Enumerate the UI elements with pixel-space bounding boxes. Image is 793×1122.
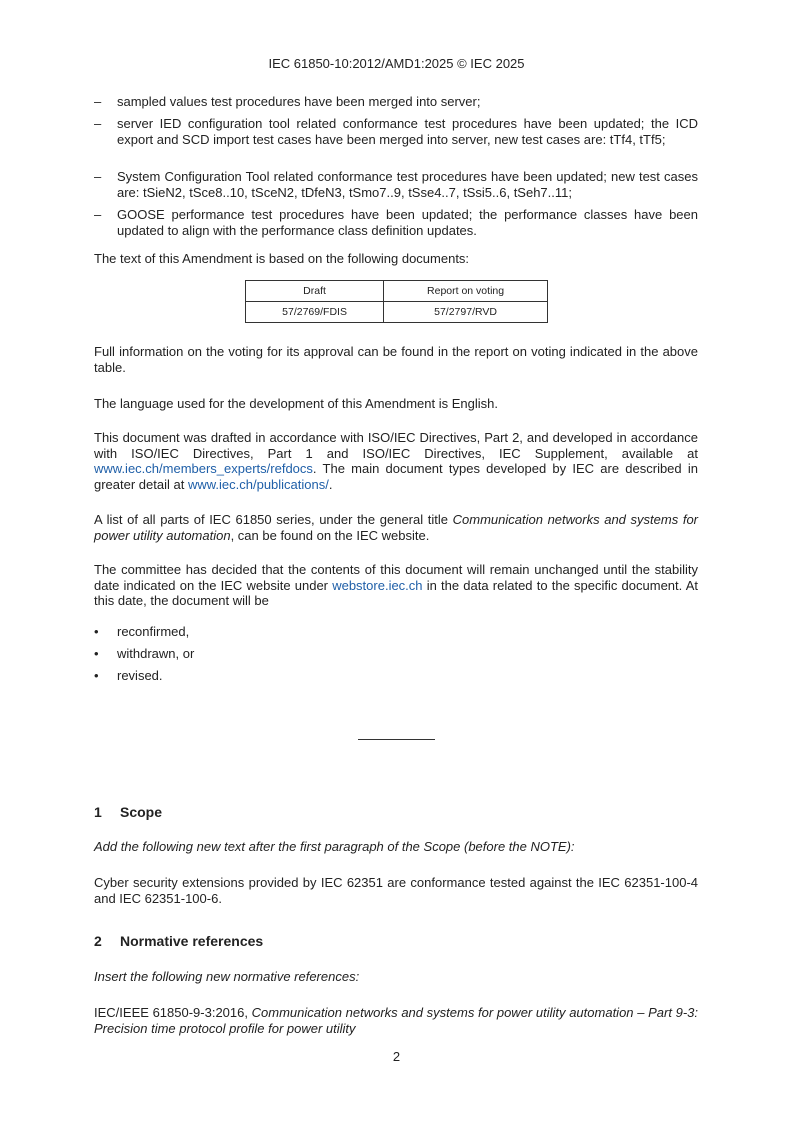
page-header: IEC 61850-10:2012/AMD1:2025 © IEC 2025 — [268, 56, 525, 71]
section-heading-scope: 1 Scope — [94, 804, 163, 820]
documents-table — [245, 280, 548, 323]
scope-text: Cyber security extensions provided by IEC 62351 are conformance tested against the IEC 62351-100-4 and IEC 62351-100-6. — [94, 875, 698, 906]
list-item: – server IED configuration tool related conformance test procedures have been updated; the ICD export and SCD import test cases have been merged into server, new test cases are: tTf4, tTf5; — [94, 116, 698, 147]
list-item: – sampled values test procedures have been merged into server; — [94, 94, 481, 109]
separator-line — [358, 739, 435, 740]
language-text: The language used for the development of this Amendment is English. — [94, 396, 498, 411]
refdocs-link[interactable]: www.iec.ch/members_experts/refdocs — [94, 461, 313, 477]
page-number: 2 — [392, 1049, 401, 1064]
table-header: Draft — [246, 281, 384, 302]
publications-link[interactable]: www.iec.ch/publications/ — [187, 476, 329, 492]
table-header: Report on voting — [384, 281, 548, 302]
section-heading-normative: 2 Normative references — [94, 933, 264, 949]
drafted-paragraph: This document was drafted in accordance with ISO/IEC Directives, Part 2, and developed in accordance with ISO/IEC Directives, Part 1 and ISO/IEC Directives, IEC Supplement, available at www.iec.ch/members_experts/refdocs. The main document types developed by IEC are described in greater detail at www.iec.ch/publications/. — [94, 430, 698, 492]
normative-instruction: Insert the following new normative references: — [94, 969, 360, 984]
list-item: – System Configuration Tool related conformance test procedures have been updated; new test cases are: tSieN2, tSce8..10, tSceN2, tDfeN3, tSmo7..9, tSse4..7, tSsi5..6, tSeh7..11; — [94, 169, 698, 200]
table-cell: 57/2769/FDIS — [246, 302, 384, 323]
list-item: • withdrawn, or — [94, 646, 195, 661]
list-parts-paragraph: A list of all parts of IEC 61850 series, under the general title Communication networks and systems for power utility automation, can be found on the IEC website. — [94, 512, 698, 543]
list-item: – GOOSE performance test procedures have been updated; the performance classes have been updated to align with the performance class definition updates. — [94, 207, 698, 238]
list-item: • reconfirmed, — [94, 624, 190, 639]
table-cell: 57/2797/RVD — [384, 302, 548, 323]
normative-reference: IEC/IEEE 61850-9-3:2016, Communication networks and systems for power utility automation – Part 9-3: Precision time protocol profile for power utility — [94, 1005, 698, 1036]
committee-paragraph: The committee has decided that the contents of this document will remain unchanged until the stability date indicated on the IEC website under webstore.iec.ch in the data related to the specific document. At this date, the document will be — [94, 562, 699, 609]
webstore-link[interactable]: webstore.iec.ch — [332, 577, 423, 593]
voting-info: Full information on the voting for its approval can be found in the report on voting indicated in the above table. — [94, 344, 698, 375]
list-item: • revised. — [94, 668, 163, 683]
based-on-text: The text of this Amendment is based on the following documents: — [94, 251, 470, 266]
scope-instruction: Add the following new text after the first paragraph of the Scope (before the NOTE): — [94, 839, 575, 854]
